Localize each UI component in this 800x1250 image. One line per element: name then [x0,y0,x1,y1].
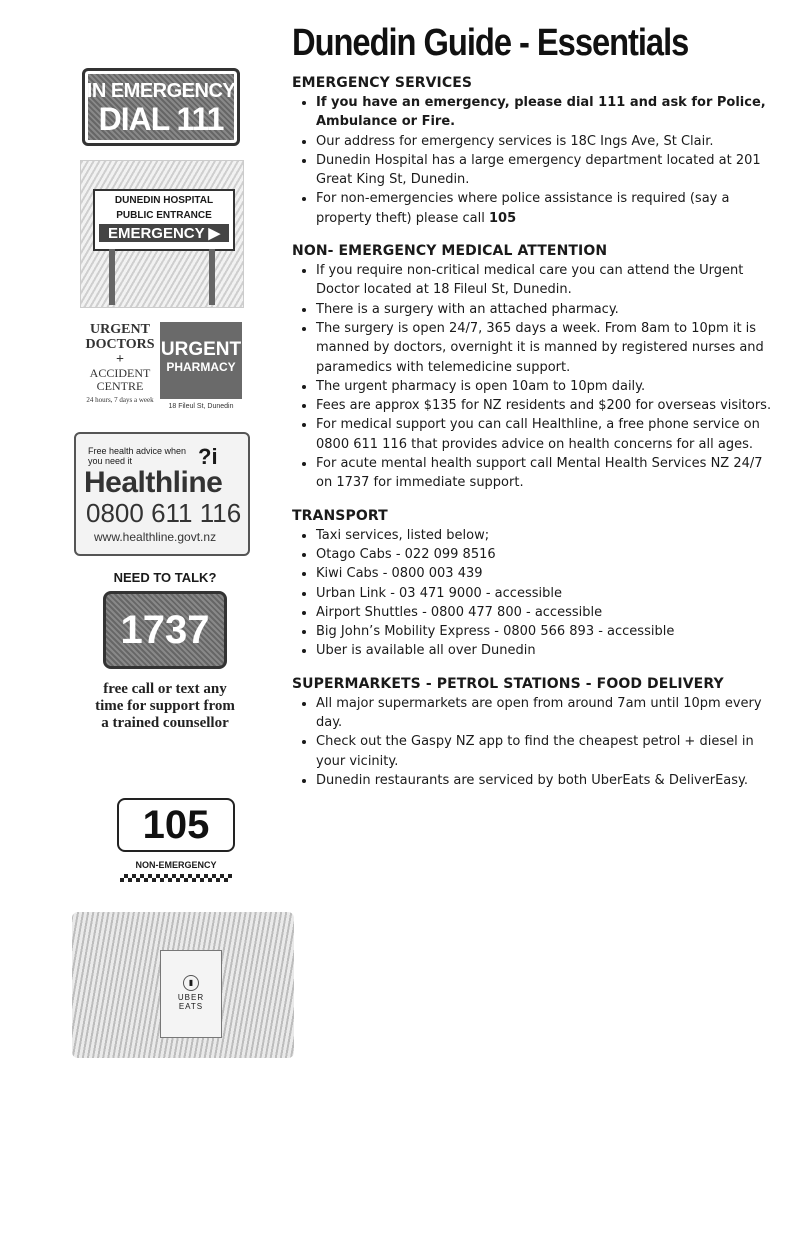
healthline-sign [74,432,250,556]
list-item: • If you require non-critical medical care you can attend the Urgent Doctor located at 18 Fileul St, Dunedin. [316,261,772,300]
uber-eats-bag [160,950,222,1038]
sign-text: DOCTORS [85,337,155,352]
hospital-entrance-image [80,160,244,308]
list-item: • All major supermarkets are open from around 7am until 10pm every day. [316,694,772,733]
sign-text: free call or text any time for support from a trained counsellor [95,681,235,731]
list-item: • Uber is available all over Dunedin [316,641,772,660]
list-item: • If you have an emergency, please dial 111 and ask for Police, Ambulance or Fire. [316,93,772,132]
bullet-list [292,93,772,228]
sign-text: Free health advice when you need it [88,446,187,466]
list-item: • Kiwi Cabs - 0800 003 439 [316,564,772,583]
section-emergency-services [292,75,772,228]
section-heading: TRANSPORT [292,507,388,524]
sign-text: UBER [177,993,205,1002]
question-info-icon: ?i [198,444,218,469]
urgent-doctors-panel [80,322,160,404]
section-heading: EMERGENCY SERVICES [292,75,473,91]
sign-text: URGENT [90,322,150,337]
list-item: • Dunedin Hospital has a large emergency department located at 201 Great King St, Dunedin. [316,151,772,190]
list-item: • Taxi services, listed below; [316,526,772,545]
content-column [292,22,772,805]
list-item-text: For non-emergencies where police assistance is required (say a property theft) please call [316,191,730,226]
list-item: • For medical support you can call Healthline, a free phone service on 0800 611 116 that provides advice on health concerns for all ages. [316,415,772,454]
bag-logo-icon: ▮ [183,975,199,991]
list-item: • Airport Shuttles - 0800 477 800 - accessible [316,603,772,622]
sign-text: URGENT [160,339,242,360]
sign-text: IN EMERGENCY [86,79,236,102]
section-non-emergency-medical [292,243,772,493]
list-item: • Fees are approx $135 for NZ residents and $200 for overseas visitors. [316,396,772,415]
list-item: • Urban Link - 03 471 9000 - accessible [316,584,772,603]
sign-text: 24 hours, 7 days a week [86,396,154,404]
list-item: • There is a surgery with an attached pharmacy. [316,300,772,319]
section-transport [292,508,772,661]
bullet-list [292,694,772,790]
sign-text: NEED TO TALK? [113,570,217,585]
sign-text: CENTRE [96,379,144,393]
urgent-pharmacy-panel [160,322,242,414]
list-item: • For acute mental health support call Mental Health Services NZ 24/7 on 1737 for immediate support. [316,454,772,493]
list-item: • The urgent pharmacy is open 10am to 10pm daily. [316,377,772,396]
sign-text: ACCIDENT [89,366,151,380]
list-item: • Otago Cabs - 022 099 8516 [316,545,772,564]
plus-icon: + [116,352,124,367]
urgent-doctors-pharmacy-sign [80,322,242,414]
food-delivery-image [72,912,294,1058]
sign-text: Healthline [84,466,223,499]
sign-text: 105 [117,798,235,852]
sign-text: NON-EMERGENCY [135,860,217,870]
speech-bubble-1737: 1737 [103,591,227,669]
sign-text: PHARMACY [166,360,236,374]
need-to-talk-sign [92,570,238,766]
sign-text: EMERGENCY [107,225,205,242]
checkered-band [120,874,232,882]
sign-text: 18 Fileul St, Dunedin [160,399,242,414]
list-item [316,189,772,228]
list-item: • The surgery is open 24/7, 365 days a week. From 8am to 10pm it is manned by doctors, overnight it is manned by registered nurses and paramedics with telemedicine support. [316,319,772,377]
list-item: • Our address for emergency services is 18C Ings Ave, St Clair. [316,132,772,151]
list-item: • Check out the Gaspy NZ app to find the cheapest petrol + diesel in your vicinity. [316,732,772,771]
sign-text: PUBLIC ENTRANCE [116,210,212,221]
sign-text: 0800 611 116 [86,498,242,528]
sign-text: DUNEDIN HOSPITAL [114,195,214,206]
page-title: Dunedin Guide - Essentials [292,22,689,64]
emergency-arrow-label: EMERGENCY ▶ [99,224,229,242]
dial-111-sign [82,68,240,146]
list-item: • Dunedin restaurants are serviced by both UberEats & DeliverEasy. [316,771,772,790]
bullet-list [292,526,772,661]
section-heading: NON- EMERGENCY MEDICAL ATTENTION [292,243,608,260]
sign-post [209,249,215,305]
bullet-list [292,261,772,493]
sign-text: www.healthline.govt.nz [94,530,217,544]
section-heading: SUPERMARKETS - PETROL STATIONS - FOOD DELIVERY [292,675,724,692]
hospital-sign-board [93,189,235,251]
list-item: • Big John’s Mobility Express - 0800 566 893 - accessible [316,622,772,641]
sign-post [109,249,115,305]
sign-text: EATS [178,1002,204,1011]
bold-number: 105 [488,210,517,226]
sign-text: DIAL 111 [98,100,224,137]
section-supermarkets [292,676,772,790]
non-emergency-105-sign [114,798,238,888]
